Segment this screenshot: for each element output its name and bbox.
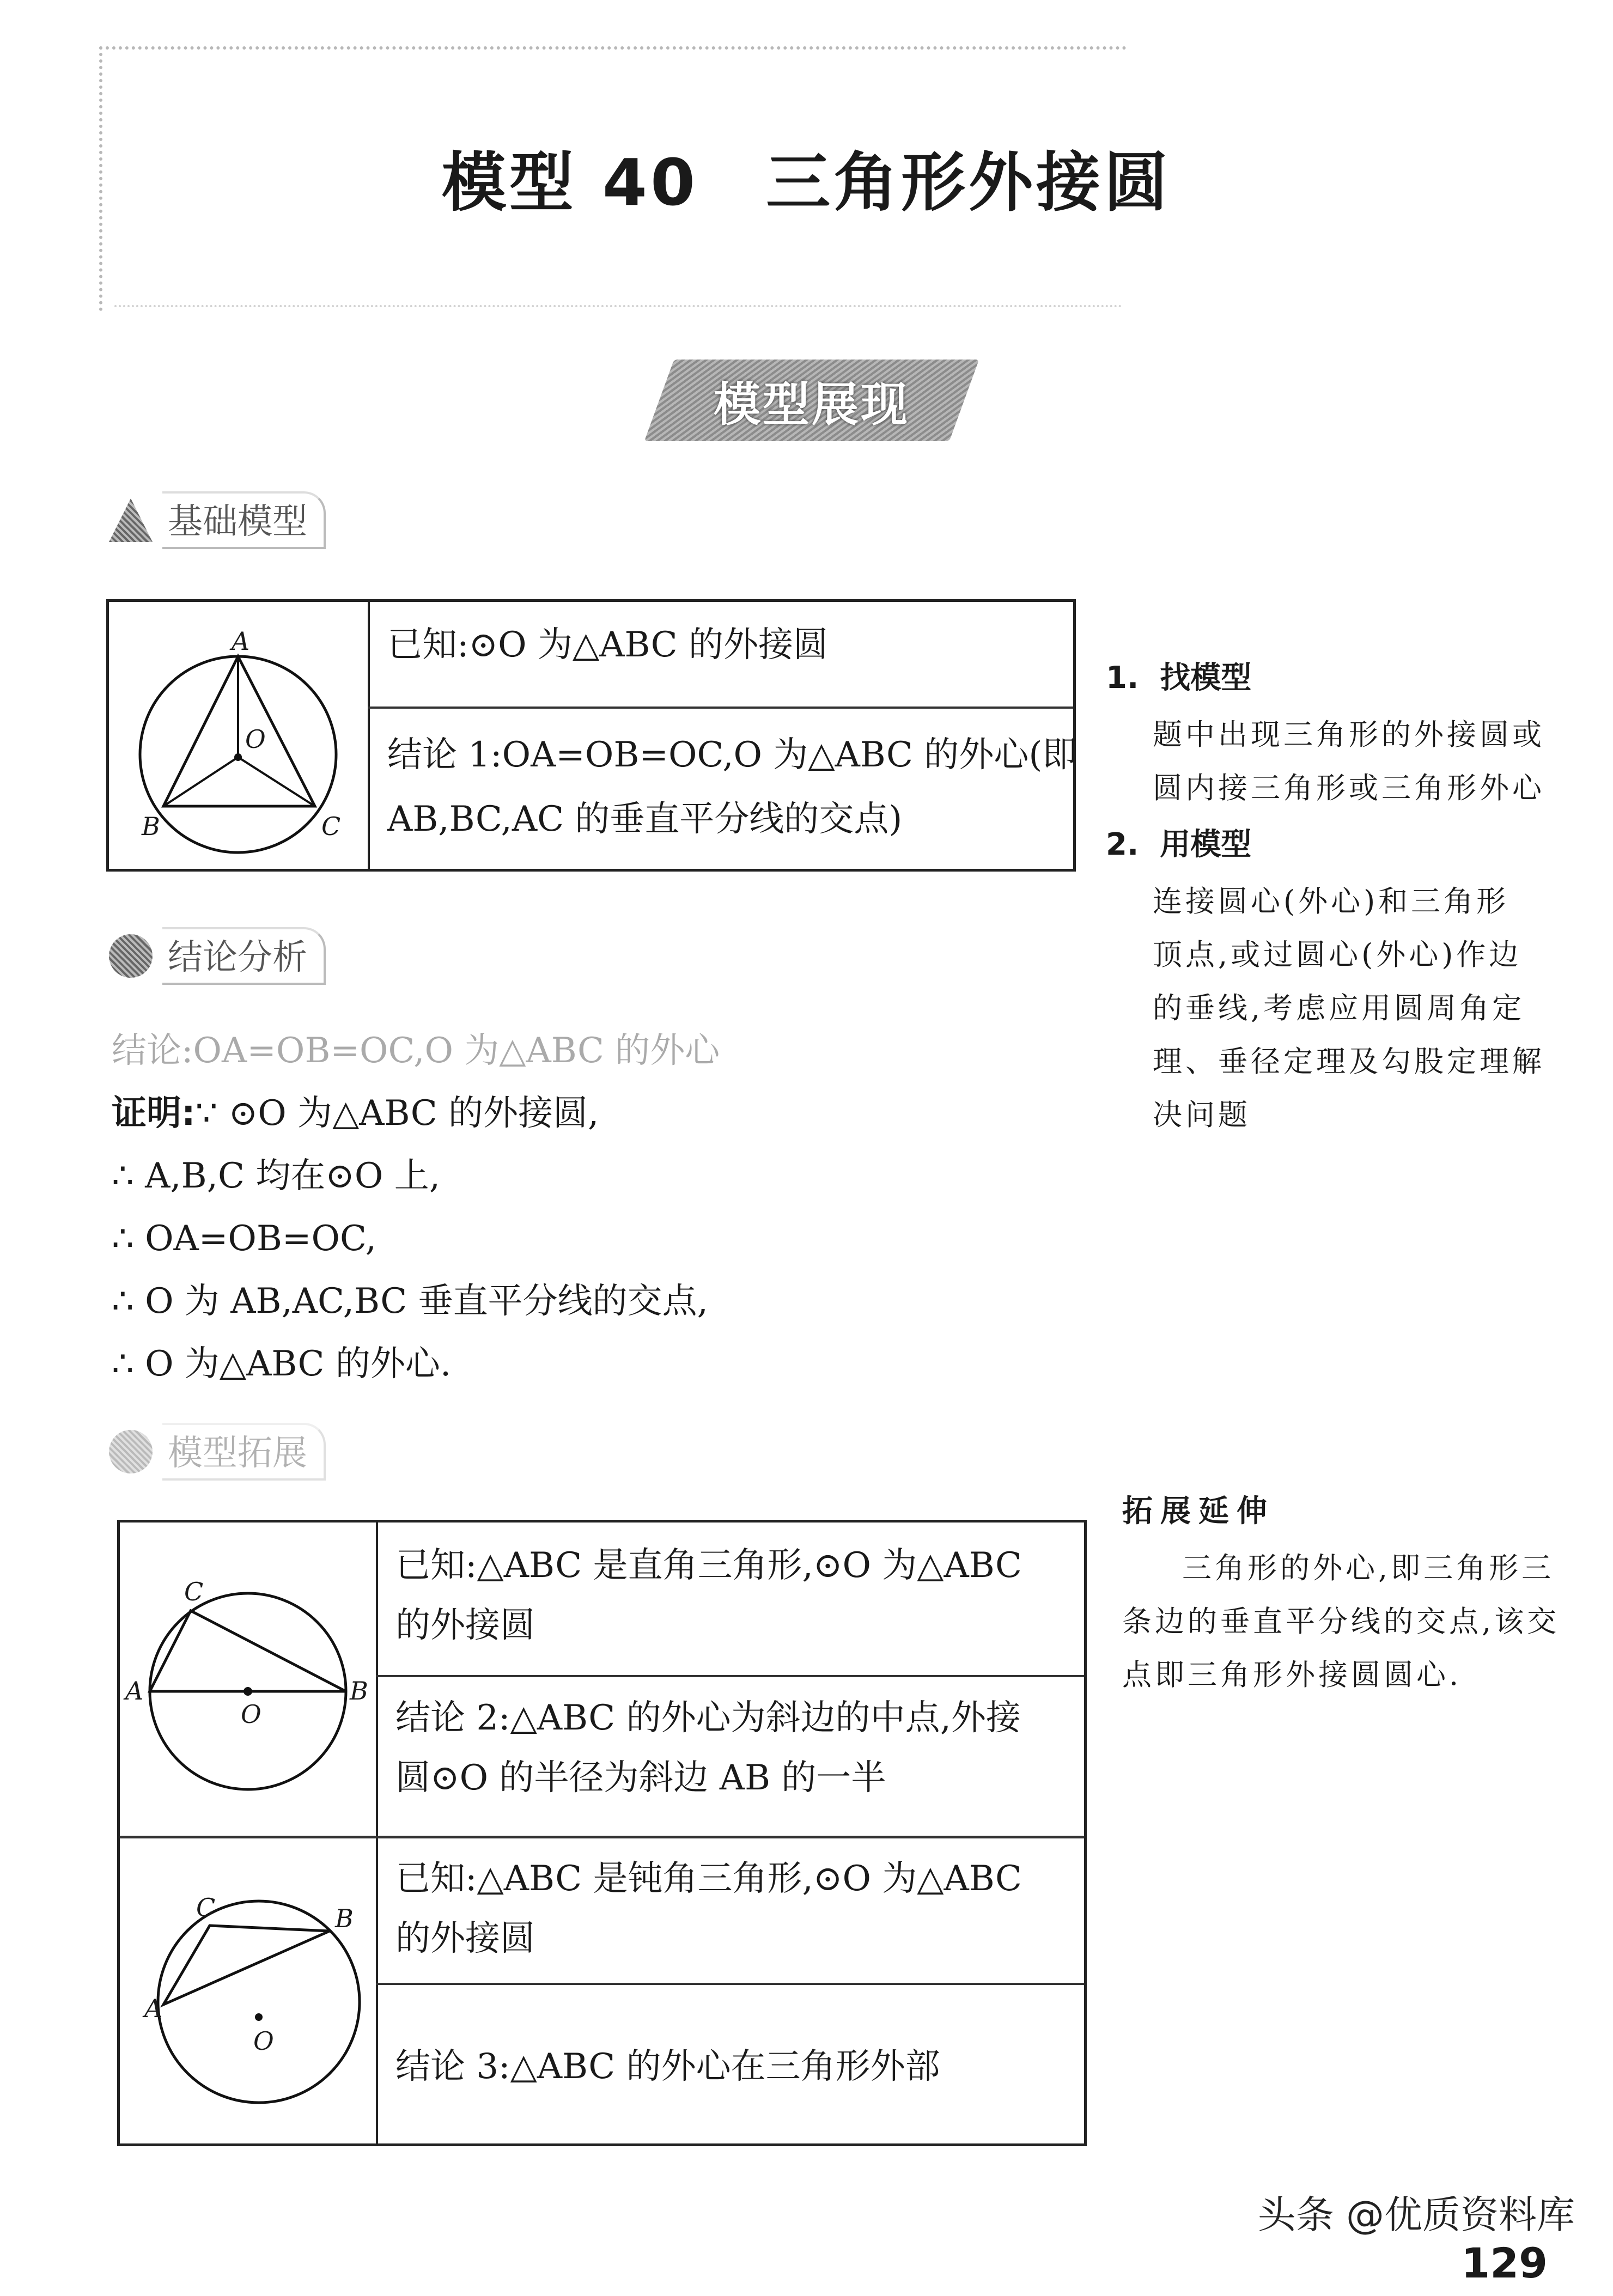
vertex-label-c: C (184, 1577, 204, 1606)
watermark: 头条 @优质资料库 (1257, 2193, 1575, 2237)
figure-cell-right-triangle (120, 1522, 378, 1836)
tag-basic-model: 基础模型 (109, 490, 326, 550)
extension-title: 拓展延伸 (1122, 1494, 1275, 1529)
proof-text: ∵ ⊙O 为△ABC 的外接圆, (195, 1093, 599, 1134)
known-obtuse-text: 已知:△ABC 是钝角三角形,⊙O 为△ABC (395, 1859, 1022, 1899)
proof-line-3: ∴ OA=OB=OC, (112, 1219, 376, 1259)
vertex-label-c: C (321, 812, 341, 841)
sidebar-item-2-line-5: 决问题 (1153, 1098, 1251, 1132)
proof-label: 证明: (112, 1093, 196, 1134)
proof-line-5: ∴ O 为△ABC 的外心. (112, 1344, 452, 1384)
badge-icon (109, 934, 153, 978)
vertex-label-b: B (350, 1676, 368, 1706)
sidebar-extension (1122, 1482, 1591, 1702)
figure-cell-obtuse-triangle (120, 1838, 378, 2143)
right-triangle-figure (120, 1522, 376, 1836)
sidebar-item-1-line-2: 圆内接三角形或三角形外心 (1153, 771, 1545, 805)
extension-line-2: 条边的垂直平分线的交点,该交 (1122, 1604, 1560, 1639)
sidebar-item-2-line-2: 顶点,或过圆心(外心)作边 (1153, 937, 1522, 972)
conclusion-text: 结论 1:OA=OB=OC,O 为△ABC 的外心(即 (387, 735, 1078, 775)
section-banner-label: 模型展现 (714, 377, 910, 432)
center-label-o: O (253, 2026, 274, 2056)
sidebar-item-2-line-1: 连接圆心(外心)和三角形 (1153, 884, 1509, 918)
vertex-label-a: A (144, 1994, 163, 2023)
vertex-label-c: C (196, 1893, 216, 1922)
vertex-label-b: B (142, 812, 160, 841)
sidebar-item-2-line-3: 的垂线,考虑应用圆周角定 (1153, 991, 1525, 1025)
faded-conclusion: 结论:OA=OB=OC,O 为△ABC 的外心 (112, 1031, 720, 1071)
model-table-basic (106, 599, 1076, 872)
title-divider (114, 305, 1122, 307)
page-number: 129 (1461, 2239, 1548, 2287)
obtuse-triangle-figure (120, 1838, 376, 2143)
triangle-icon (109, 498, 153, 542)
vertex-label-b: B (335, 1904, 354, 1933)
model-table-extension (117, 1520, 1087, 2146)
row-divider (368, 707, 1073, 709)
row-divider (376, 1675, 1084, 1677)
section-banner (659, 360, 964, 441)
badge-icon (109, 1430, 153, 1473)
figure-cell (109, 602, 370, 869)
proof-line-4: ∴ O 为 AB,AC,BC 垂直平分线的交点, (112, 1281, 708, 1321)
proof-line-1 (112, 1081, 599, 1146)
tag-analysis: 结论分析 (109, 926, 326, 986)
known-right-text-cont: 的外接圆 (395, 1605, 535, 1646)
known-obtuse-text-cont: 的外接圆 (395, 1919, 535, 1959)
known-text: 已知:⊙O 为△ABC 的外接圆 (387, 625, 828, 665)
sidebar-item-2-line-4: 理、垂径定理及勾股定理解 (1153, 1044, 1545, 1079)
sidebar-item-1-line-1: 题中出现三角形的外接圆或 (1153, 717, 1545, 752)
row-divider (376, 1983, 1084, 1985)
sidebar-item-1-heading: 1. 找模型 (1106, 660, 1252, 696)
sidebar-tips (1106, 648, 1585, 1142)
extension-line-1: 三角形的外心,即三角形三 (1182, 1551, 1555, 1585)
conclusion-text-cont: AB,BC,AC 的垂直平分线的交点) (387, 799, 903, 839)
vertex-label-a: A (125, 1676, 144, 1706)
sidebar-item-2-heading: 2. 用模型 (1106, 827, 1252, 862)
center-label-o: O (245, 724, 266, 754)
tag-extension: 模型拓展 (109, 1422, 326, 1482)
conclusion-2-text: 结论 2:△ABC 的外心为斜边的中点,外接 (395, 1698, 1021, 1738)
extension-line-3: 点即三角形外接圆圆心. (1122, 1658, 1462, 1692)
conclusion-3-text: 结论 3:△ABC 的外心在三角形外部 (395, 2047, 940, 2087)
known-right-text: 已知:△ABC 是直角三角形,⊙O 为△ABC (395, 1545, 1022, 1586)
proof-line-2: ∴ A,B,C 均在⊙O 上, (112, 1156, 441, 1196)
page-title: 模型 40 三角形外接圆 (441, 145, 1172, 220)
conclusion-2-text-cont: 圆⊙O 的半径为斜边 AB 的一半 (395, 1758, 886, 1798)
center-label-o: O (241, 1700, 261, 1729)
vertex-label-a: A (232, 626, 250, 656)
